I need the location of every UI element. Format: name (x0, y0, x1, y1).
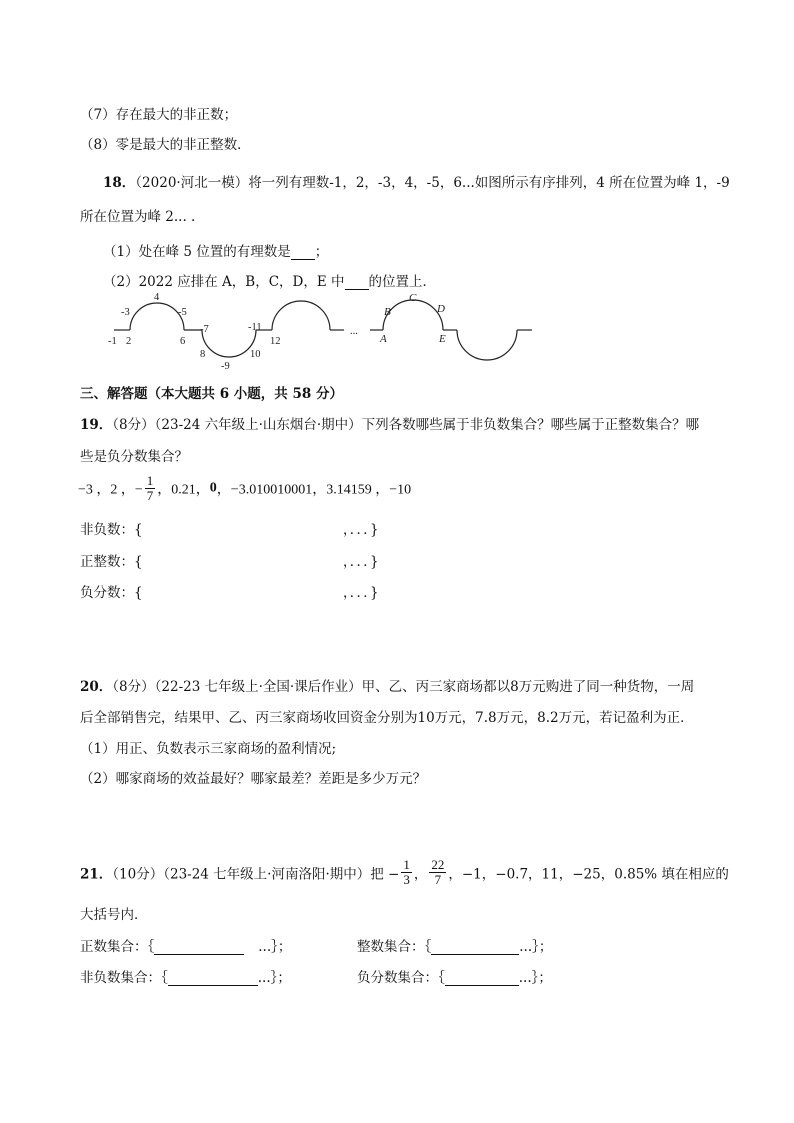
section-heading: 三、解答题（本大题共 6 小题，共 58 分） (80, 386, 343, 402)
q18-wave-figure (100, 290, 540, 372)
q19-text-line1 (80, 413, 699, 433)
q18-sub1-answer-blank[interactable] (291, 245, 315, 260)
q18-sub2-answer-blank[interactable] (345, 275, 369, 290)
q21-rest: ，−1，−0.7，11，−25，0.85% 填在相应的 (448, 866, 729, 883)
q19-set-neg-fraction-label: 负分数：{ (80, 585, 143, 601)
q19-line2: 些是负分数集合？ (80, 449, 188, 465)
q19-line1: （8分）（23-24 六年级上·山东烟台·期中）下列各数哪些属于非负数集合？哪些属于正整数集合？哪 (112, 417, 700, 433)
wave-label-8: 8 (200, 349, 206, 360)
q19-numbers-part3: ，−3.010010001，3.14159 ，−10 (216, 482, 412, 498)
q21-pre: （10分）（23-24 七年级上·河南洛阳·期中）把 − (112, 866, 400, 883)
q21-frac1-numerator: 1 (403, 857, 410, 872)
q21-fraction-2 (429, 858, 446, 887)
q18-sub1-text: （1）处在峰 5 位置的有理数是 (103, 244, 291, 260)
q21-set-positive (80, 935, 291, 955)
q20-sub1: （1）用正、负数表示三家商场的盈利情况; (80, 741, 337, 757)
wave-label-neg7: -7 (200, 324, 209, 335)
q19-set-nonnegative-tail: ，．．．} (343, 522, 379, 538)
wave-letter-d: D (437, 303, 445, 315)
q19-numbers-zero: 0 (209, 480, 217, 496)
q19-set-neg-fraction-tail: ，．．．} (343, 585, 379, 601)
q19-set-positive-int-label: 正整数：{ (80, 554, 143, 570)
q21-frac2-numerator: 22 (431, 857, 445, 872)
q21-set-negative-fraction (357, 966, 552, 986)
q21-set-negfrac-blank[interactable] (445, 971, 519, 986)
q20-line2: 后全部销售完，结果甲、乙、丙三家商场收回资金分别为10万元，7.8万元，8.2万元，若记盈利为正． (80, 710, 694, 726)
q21-set-negfrac-tail: ...｝； (518, 970, 552, 986)
q19-numbers-part2: ，0.21， (157, 482, 210, 498)
q19-numbers-part1: −3 ，2 ，− (78, 482, 143, 498)
wave-label-neg3: -3 (121, 307, 130, 318)
q21-frac1-denominator: 3 (403, 872, 410, 887)
wave-label-neg9: -9 (221, 361, 230, 372)
q20-number: 20． (80, 679, 113, 695)
q18-sub1-post: ； (314, 244, 329, 260)
q18-sub2-text: （2）2022 应排在 A，B，C，D，E 中 (103, 274, 345, 290)
wave-letter-e: E (439, 333, 446, 345)
q18-number: 18． (103, 175, 136, 191)
q21-frac2-denominator: 7 (434, 872, 442, 887)
q18-sub2-post: 的位置上． (368, 274, 436, 290)
q21-set-integer (357, 935, 552, 955)
q21-number: 21． (80, 866, 113, 883)
wave-label-4: 4 (154, 292, 160, 303)
wave-path (114, 300, 532, 360)
wave-label-6: 6 (180, 336, 186, 347)
wave-ellipsis: ... (350, 326, 358, 337)
q18-line2: 所在位置为峰 2... . (80, 209, 196, 225)
wave-letter-c: C (409, 292, 417, 304)
q19-fraction (145, 474, 156, 503)
q20-sub2: （2）哪家商场的效益最好？哪家最差？差距是多少万元？ (80, 771, 427, 787)
q18-line1: （2020·河北一模）将一列有理数-1，2，-3，4，-5，6...如图所示有序排列，4 所在位置为峰 1，-9 (135, 175, 730, 191)
q21-set-integer-tail: ...｝； (519, 939, 553, 955)
q17-item-7: （7）存在最大的非正数； (80, 107, 238, 123)
q18-text-line1 (103, 171, 730, 191)
q21-set-positive-blank[interactable] (154, 940, 244, 955)
wave-label-10: 10 (250, 349, 261, 360)
q17-item-8: （8）零是最大的非正整数． (80, 137, 251, 153)
q20-line1: （8分）（22-23 七年级上·全国·课后作业）甲、乙、丙三家商场都以8万元购进了同一种货物，一周 (112, 679, 695, 695)
q21-set-nonnegative-label: 非负数集合：｛ (80, 970, 168, 986)
q21-set-nonnegative (80, 966, 291, 986)
q19-set-positive-int-tail: ，．．．} (343, 554, 379, 570)
wave-label-2: 2 (126, 336, 132, 347)
q21-set-integer-label: 整数集合：｛ (357, 939, 432, 955)
wave-letter-b: B (384, 306, 391, 318)
q21-set-positive-tail: ...｝； (258, 939, 292, 955)
q20-text-line1 (80, 675, 694, 695)
q21-set-negfrac-label: 负分数集合：｛ (357, 970, 445, 986)
wave-label-neg11: -11 (248, 322, 262, 333)
q19-set-nonnegative-label: 非负数：{ (80, 522, 143, 538)
q21-line2: 大括号内． (80, 907, 148, 923)
q21-fraction-1 (401, 858, 412, 887)
q21-set-positive-label: 正数集合：｛ (80, 939, 155, 955)
wave-label-neg1: -1 (108, 336, 117, 347)
wave-label-neg5: -5 (178, 307, 187, 318)
q18-subquestion-2 (103, 270, 436, 290)
q19-frac-denominator: 7 (146, 488, 154, 503)
wave-letter-a: A (380, 333, 387, 345)
q19-number: 19． (80, 417, 113, 433)
q19-number-list (78, 474, 411, 508)
q21-set-integer-blank[interactable] (431, 940, 519, 955)
q21-set-nonnegative-tail: ...｝； (257, 970, 291, 986)
q21-text-line1: 21．（10分）（23-24 七年级上·河南洛阳·期中）把 − $\frac{1}{3}$ ， $\frac{22}{7}$ ，−1，−0.7，11，−25，0.85% 填在相应的 (80, 857, 729, 887)
q18-subquestion-1 (103, 240, 328, 260)
q21-set-nonnegative-blank[interactable] (168, 971, 258, 986)
q19-frac-numerator: 1 (146, 473, 154, 488)
wave-label-12: 12 (270, 336, 281, 347)
